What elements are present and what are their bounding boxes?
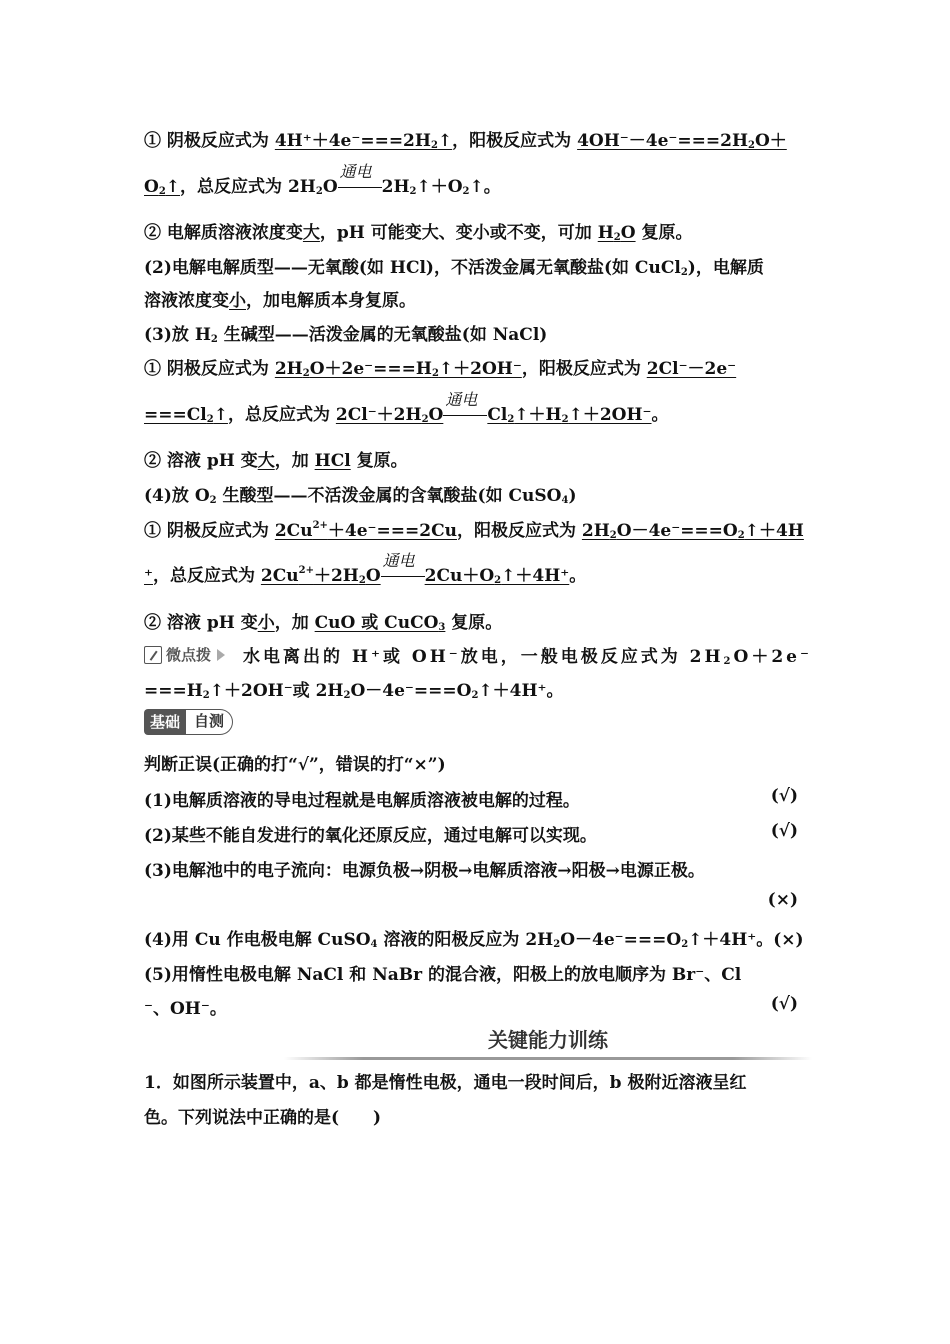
tip-badge: 微点拨 <box>144 642 225 667</box>
answer-mark: (√) <box>770 786 798 806</box>
answer-mark: (√) <box>770 994 798 1014</box>
total-equation-line-4: ⁺，总反应式为 $2Cu^{2+}+2H_2O$ 通电 $2Cu+O_2↑+4H^+$。 <box>144 550 587 586</box>
basic-self-test-badge: 基础 自测 <box>144 709 233 735</box>
type-2-heading: (2)电解电解质型——无氧酸(如 HCl)，不活泼金属无氧酸盐(如 CuCl$_2$)，电解质 <box>144 258 764 278</box>
judge-title: 判断正误(正确的打“√”，错误的打“×”) <box>144 755 446 775</box>
answer-mark: (√) <box>770 821 798 841</box>
note-line-1: ② 电解质溶液浓度变大，pH 可能变大、变小或不变，可加 $H_2O$ 复原。 <box>144 223 693 243</box>
judge-item-3-mark-row <box>144 890 808 910</box>
electrolysis-condition-arrow: 通电 <box>338 181 382 195</box>
judge-item-5-row-2: ⁻、OH⁻。 (√) <box>144 994 808 1019</box>
total-equation-line-3: $===Cl_2↑$，总反应式为 $2Cl^-+2H_2O$ 通电 $Cl_2↑+H_2↑+2OH^-$。 <box>144 389 669 425</box>
tip-line: 微点拨 水电离出的 H⁺或 OH⁻放电，一般电极反应式为 $2H_2O+2e^-$ <box>144 642 808 667</box>
judge-item-4: (4)用 Cu 作电极电解 CuSO$_4$ 溶液的阳极反应为 $2H_2O-4e^-===O_2↑+4H^+$。(×) <box>144 930 804 950</box>
cathode-anode-line-1: ① 阴极反应式为 $4H^++4e^-===2H_2↑$，阳极反应式为 $4OH^--4e^-===2H_2O+$ <box>144 131 787 151</box>
judge-item-2: (2)某些不能自发进行的氧化还原反应，通过电解可以实现。 (√) <box>144 821 808 846</box>
type-3-heading: (3)放 $H_2$ 生碱型——活泼金属的无氧酸盐(如 NaCl) <box>144 325 548 345</box>
total-equation-line-1: $O_2↑$，总反应式为 $2H_2O$ 通电 $2H_2↑+O_2↑$。 <box>144 161 501 197</box>
note-line-4: ② 溶液 pH 变小，加 CuO 或 CuCO$_3$ 复原。 <box>144 613 503 633</box>
section-rule <box>284 1057 812 1060</box>
cathode-anode-line-3: ① 阴极反应式为 $2H_2O+2e^-===H_2↑+2OH^-$，阳极反应式为 2Cl⁻－2e⁻ <box>144 359 737 379</box>
judge-item-1: (1)电解质溶液的导电过程就是电解质溶液被电解的过程。 (√) <box>144 786 808 811</box>
electrolysis-condition-arrow: 通电 <box>443 409 487 423</box>
note-line-3: ② 溶液 pH 变大，加 HCl 复原。 <box>144 451 408 471</box>
judge-item-3: (3)电解池中的电子流向：电源负极→阴极→电解质溶液→阳极→电源正极。 <box>144 861 705 881</box>
judge-item-5: (5)用惰性电极电解 NaCl 和 NaBr 的混合液，阳极上的放电顺序为 Br⁻、Cl <box>144 965 742 985</box>
electrolysis-condition-arrow: 通电 <box>381 570 425 584</box>
triangle-icon <box>217 649 225 661</box>
cathode-anode-line-4: ① 阴极反应式为 $2Cu^{2+}+4e^-===2Cu$，阳极反应式为 $2H_2O-4e^-===O_2↑+4H$ <box>144 520 804 541</box>
section-heading: 关键能力训练 <box>284 1024 812 1060</box>
answer-mark: (×) <box>767 890 798 910</box>
edit-icon <box>144 646 162 664</box>
type-2-continued: 溶液浓度变小，加电解质本身复原。 <box>144 291 416 311</box>
tip-line-2: $===H_2↑+2OH^-$或 $2H_2O-4e^-===O_2↑+4H^+$。 <box>144 681 564 701</box>
question-1-line-1: 1．如图所示装置中，a、b 都是惰性电极，通电一段时间后，b 极附近溶液呈红 <box>144 1073 747 1093</box>
question-1-line-2: 色。下列说法中正确的是( ) <box>144 1108 382 1128</box>
type-4-heading: (4)放 $O_2$ 生酸型——不活泼金属的含氧酸盐(如 CuSO$_4$) <box>144 486 577 506</box>
